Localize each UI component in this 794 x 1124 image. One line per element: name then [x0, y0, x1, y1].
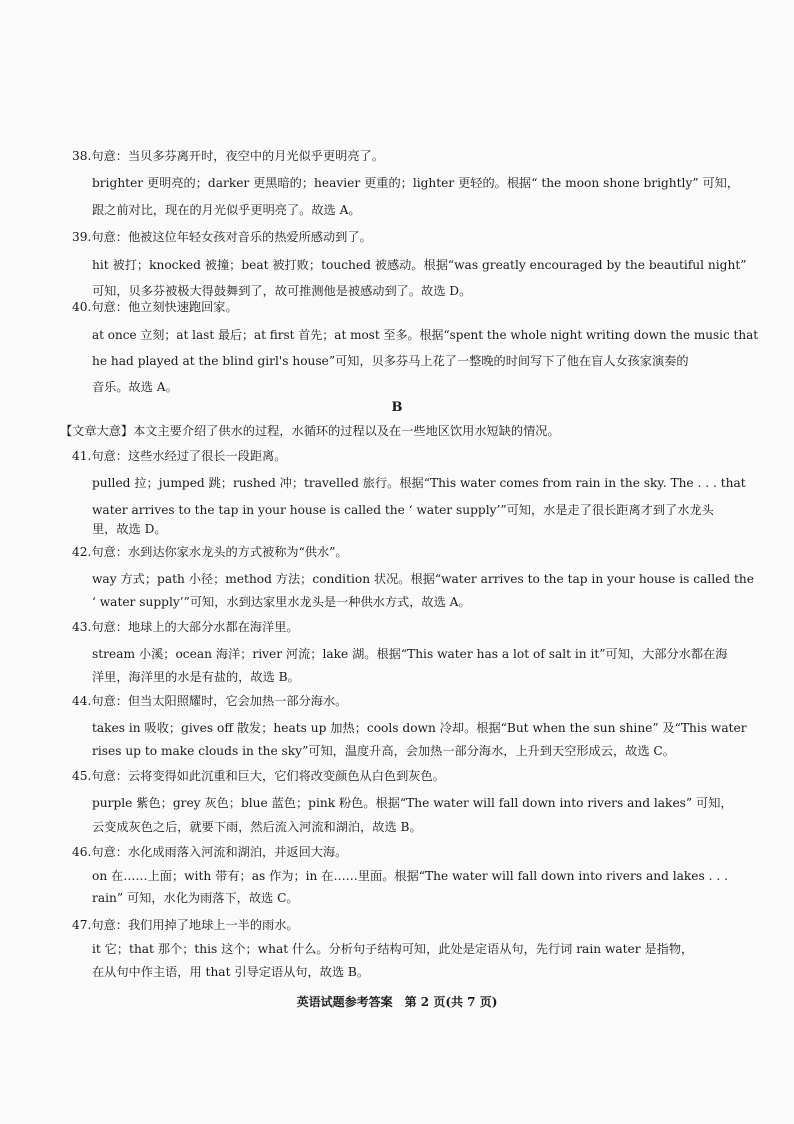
question-47: 47.句意：我们用掉了地球上一半的雨水。: [72, 918, 299, 932]
explanation-42-line1: way 方式；path 小径；method 方法；condition 状况。根据“water arrives to the tap in your house is called the: [92, 572, 754, 586]
question-45: 45.句意：云将变得如此沉重和巨大，它们将改变颜色从白色到灰色。: [72, 769, 445, 783]
question-46: 46.句意：水化成雨落入河流和湖泊，并返回大海。: [72, 845, 348, 859]
explanation-47-line2: 在从句中作主语，用 that 引导定语从句，故选 B。: [92, 965, 370, 979]
explanation-38-line2: 跟之前对比，现在的月光似乎更明亮了。故选 A。: [92, 203, 361, 217]
explanation-41-line2: water arrives to the tap in your house is called the ‘ water supply’”可知，水是走了很长距离才到了水龙头: [92, 503, 714, 517]
explanation-43-line1: stream 小溪；ocean 海洋；river 河流；lake 湖。根据“This water has a lot of salt in it”可知，大部分水都在海: [92, 647, 728, 661]
question-43: 43.句意：地球上的大部分水都在海洋里。: [72, 620, 299, 634]
explanation-41-line3: 里，故选 D。: [92, 522, 167, 536]
explanation-40-line3: 音乐。故选 A。: [92, 380, 178, 394]
explanation-39-line1: hit 被打；knocked 被撞；beat 被打败；touched 被感动。根据“was greatly encouraged by the beautiful night”: [92, 258, 747, 272]
explanation-44-line1: takes in 吸收；gives off 散发；heats up 加热；cools down 冷却。根据“But when the sun shine” 及“This water: [92, 721, 747, 735]
explanation-41-line1: pulled 拉；jumped 跳；rushed 冲；travelled 旅行。根据“This water comes from rain in the sky. The . . . that: [92, 476, 746, 490]
question-38: 38.句意：当贝多芬离开时，夜空中的月光似乎更明亮了。: [72, 149, 384, 163]
explanation-45-line1: purple 紫色；grey 灰色；blue 蓝色；pink 粉色。根据“The water will fall down into rivers and lakes” 可知，: [92, 796, 733, 810]
question-40: 40.句意：他立刻快速跑回家。: [72, 300, 238, 314]
explanation-43-line2: 洋里，海洋里的水是有盐的，故选 B。: [92, 670, 300, 684]
explanation-46-line2: rain” 可知，水化为雨落下，故选 C。: [92, 891, 299, 905]
explanation-42-line2: ‘ water supply’”可知，水到达家里水龙头是一种供水方式，故选 A。: [92, 595, 471, 609]
question-44: 44.句意：但当太阳照耀时，它会加热一部分海水。: [72, 694, 348, 708]
explanation-39-line2: 可知，贝多芬被极大得鼓舞到了，故可推测他是被感动到了。故选 D。: [92, 284, 472, 298]
explanation-47-line1: it 它；that 那个；this 这个；what 什么。分析句子结构可知，此处是定语从句，先行词 rain water 是指物，: [92, 942, 694, 956]
question-42: 42.句意：水到达你家水龙头的方式被称为“供水”。: [72, 545, 348, 559]
explanation-38-line1: brighter 更明亮的；darker 更黑暗的；heavier 更重的；lighter 更轻的。根据“ the moon shone brightly” 可知，: [92, 176, 740, 190]
explanation-45-line2: 云变成灰色之后，就要下雨，然后流入河流和湖泊，故选 B。: [92, 820, 422, 834]
question-39: 39.句意：他被这位年轻女孩对音乐的热爱所感动到了。: [72, 230, 372, 244]
explanation-40-line2: he had played at the blind girl's house”可知，贝多芬马上花了一整晚的时间写下了他在盲人女孩家演奏的: [92, 354, 689, 368]
explanation-44-line2: rises up to make clouds in the sky”可知，温度升高，会加热一部分海水，上升到天空形成云，故选 C。: [92, 744, 675, 758]
explanation-40-line1: at once 立刻；at last 最后；at first 首先；at most 至多。根据“spent the whole night writing down the music that: [92, 328, 759, 342]
article-summary: 【文章大意】本文主要介绍了供水的过程，水循环的过程以及在一些地区饮用水短缺的情况。: [60, 424, 560, 438]
explanation-46-line1: on 在……上面；with 带有；as 作为；in 在……里面。根据“The water will fall down into rivers and lakes . . .: [92, 869, 729, 883]
question-41: 41.句意：这些水经过了很长一段距离。: [72, 449, 287, 463]
section-b-heading: B: [391, 400, 403, 415]
page-footer: 英语试题参考答案 第 2 页(共 7 页): [296, 995, 498, 1009]
